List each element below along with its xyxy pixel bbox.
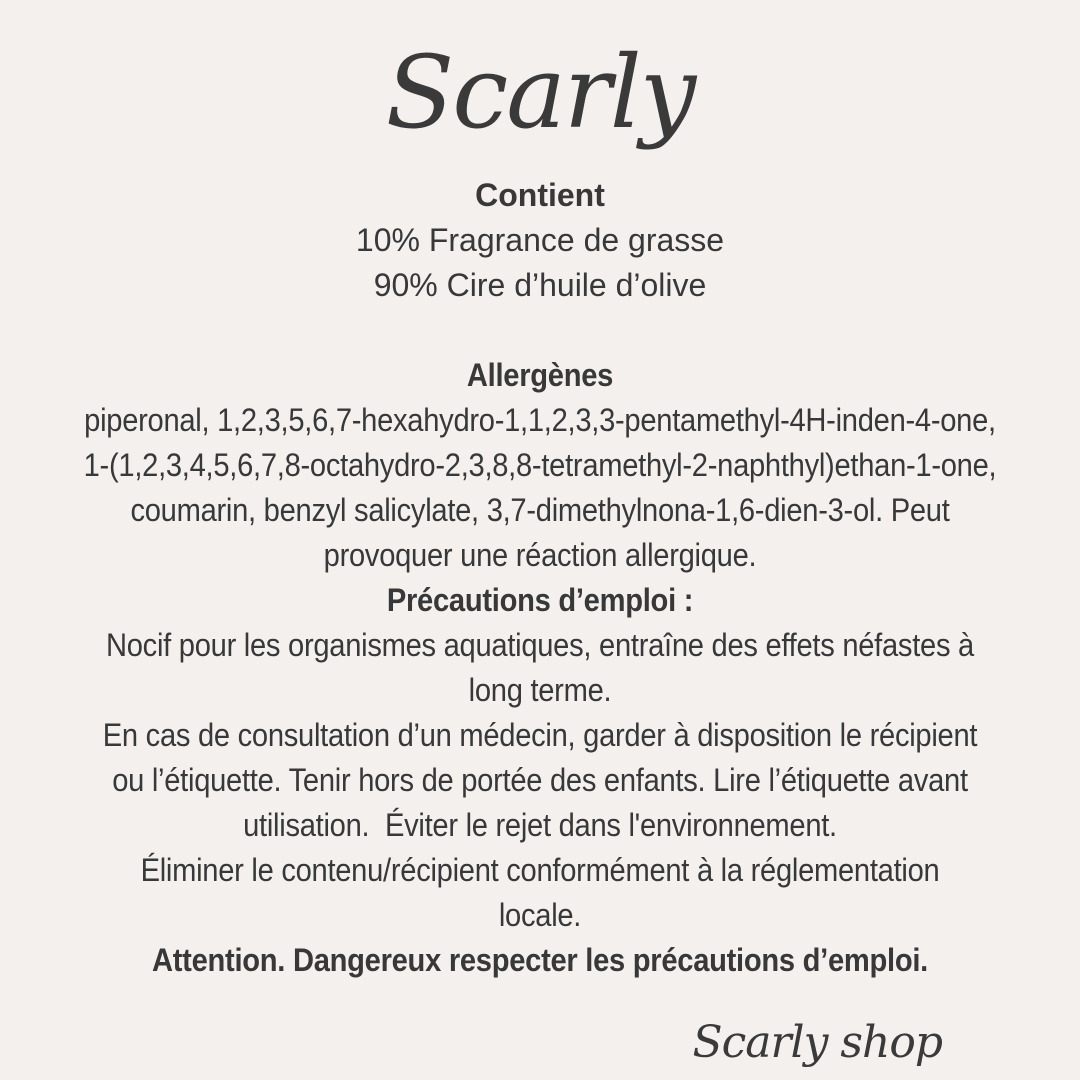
brand-logo: Scarly <box>385 34 695 151</box>
shop-signature: Scarly shop <box>692 1017 942 1068</box>
allergenes-line: provoquer une réaction allergique. <box>323 537 757 573</box>
allergenes-heading: Allergènes <box>466 357 614 393</box>
precautions-line: Nocif pour les organismes aquatiques, entraîne des effets néfastes à <box>106 627 974 663</box>
precautions-line: Éliminer le contenu/récipient conformément à la réglementation <box>140 852 940 888</box>
allergenes-line: piperonal, 1,2,3,5,6,7-hexahydro-1,1,2,3,3-pentamethyl-4H-inden-4-one, <box>84 402 996 438</box>
allergenes-line: 1-(1,2,3,4,5,6,7,8-octahydro-2,3,8,8-tetramethyl-2-naphthyl)ethan-1-one, <box>83 447 997 483</box>
contient-heading: Contient <box>475 177 605 213</box>
contient-line: 10% Fragrance de grasse <box>355 222 725 258</box>
label-text-block <box>0 173 1080 983</box>
warning-text: Attention. Dangereux respecter les précautions d’emploi. <box>151 942 929 978</box>
precautions-line: utilisation. Éviter le rejet dans l'environnement. <box>243 807 837 843</box>
contient-line: 90% Cire d’huile d’olive <box>373 267 707 303</box>
precautions-line: ou l’étiquette. Tenir hors de portée des enfants. Lire l’étiquette avant <box>112 762 968 798</box>
precautions-line: En cas de consultation d’un médecin, garder à disposition le récipient <box>102 717 978 753</box>
precautions-heading: Précautions d’emploi : <box>386 582 694 618</box>
allergenes-line: coumarin, benzyl salicylate, 3,7-dimethylnona-1,6-dien-3-ol. Peut <box>130 492 950 528</box>
precautions-line: long terme. <box>468 672 612 708</box>
precautions-line: locale. <box>498 897 582 933</box>
